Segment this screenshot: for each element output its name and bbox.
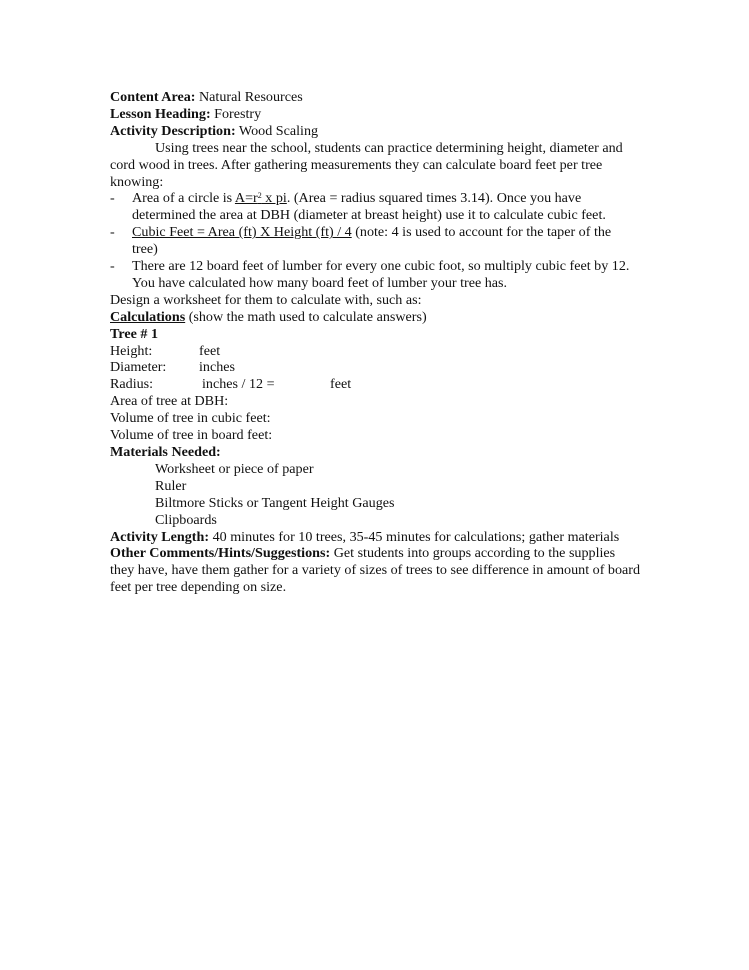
content-area-label: Content Area: — [110, 89, 196, 105]
height-row — [110, 343, 640, 360]
bullet-text: (note: 4 is used to account for the taper of the tree) — [132, 224, 612, 258]
radius-row — [110, 376, 640, 393]
cubic-feet-formula: Cubic Feet = Area (ft) X Height (ft) / 4 — [132, 224, 352, 241]
area-formula-b: x pi — [261, 190, 287, 207]
volume-board-line: Volume of tree in board feet: — [110, 427, 273, 444]
area-formula — [235, 190, 287, 206]
lesson-heading-line — [110, 106, 640, 123]
design-line: Design a worksheet for them to calculate with, such as: — [110, 291, 422, 308]
calculations-note: (show the math used to calculate answers) — [185, 308, 427, 325]
calculations-line — [110, 309, 640, 326]
diameter-row — [110, 359, 640, 376]
height-label: Height: — [110, 342, 153, 359]
activity-description-label: Activity Description: — [110, 122, 236, 139]
bullet-prefix: Area of a circle is — [132, 190, 235, 207]
activity-description-value: Wood Scaling — [238, 122, 319, 139]
diameter-label: Diameter: — [110, 359, 167, 376]
radius-unit-feet: feet — [330, 376, 352, 393]
radius-label: Radius: — [110, 376, 154, 393]
height-unit: feet — [199, 342, 221, 359]
lesson-heading-label: Lesson Heading: — [110, 105, 211, 122]
area-formula-a: A=r — [234, 190, 258, 207]
bullet-item — [110, 258, 640, 292]
bullet-text: . (Area = radius squared times 3.14). Once you have determined the area at DBH (diameter at breast height) use it to calculate cubic feet. — [132, 190, 606, 224]
activity-length-paragraph — [110, 529, 640, 546]
calculations-label: Calculations — [110, 308, 186, 325]
bullet-dash: - — [110, 190, 115, 207]
content-area-value: Natural Resources — [199, 89, 303, 105]
tree-label: Tree # 1 — [110, 325, 159, 342]
activity-paragraph: Using trees near the school, students can practice determining height, diameter and cord wood in trees. After gathering measurements they can calculate board feet per tree knowing: — [110, 139, 623, 190]
activity-description-line — [110, 123, 640, 140]
materials-item: Biltmore Sticks or Tangent Height Gauges — [155, 494, 395, 511]
volume-cubic-line: Volume of tree in cubic feet: — [110, 410, 271, 427]
materials-item: Clipboards — [155, 511, 217, 528]
activity-length-value: 40 minutes for 10 trees, 35-45 minutes for calculations; gather materials — [209, 528, 620, 545]
other-comments-paragraph — [110, 545, 640, 596]
bullet-dash: - — [110, 224, 115, 241]
bullet-dash: - — [110, 258, 115, 275]
bullet-item — [110, 224, 640, 258]
other-comments-value: Get students into groups according to the supplies they have, have them gather for a variety of sizes of trees to see difference in amount of board feet per tree depending on size. — [110, 545, 640, 596]
area-line: Area of tree at DBH: — [110, 393, 229, 410]
materials-list — [110, 461, 640, 529]
other-comments-label: Other Comments/Hints/Suggestions: — [110, 545, 331, 562]
area-formula-exponent: 2 — [257, 191, 262, 201]
materials-item: Ruler — [155, 477, 187, 494]
materials-label: Materials Needed: — [110, 443, 221, 460]
lesson-heading-value: Forestry — [214, 105, 262, 122]
lesson-document — [110, 89, 640, 596]
radius-unit: inches / 12 = — [202, 376, 275, 393]
activity-length-label: Activity Length: — [110, 528, 210, 545]
materials-item: Worksheet or piece of paper — [155, 460, 314, 477]
content-area-line — [110, 89, 640, 106]
bullet-item — [110, 190, 640, 224]
diameter-unit: inches — [199, 359, 236, 376]
bullet-text: There are 12 board feet of lumber for every one cubic foot, so multiply cubic feet by 12. You have calculated how many board feet of lumber your tree has. — [132, 258, 630, 291]
